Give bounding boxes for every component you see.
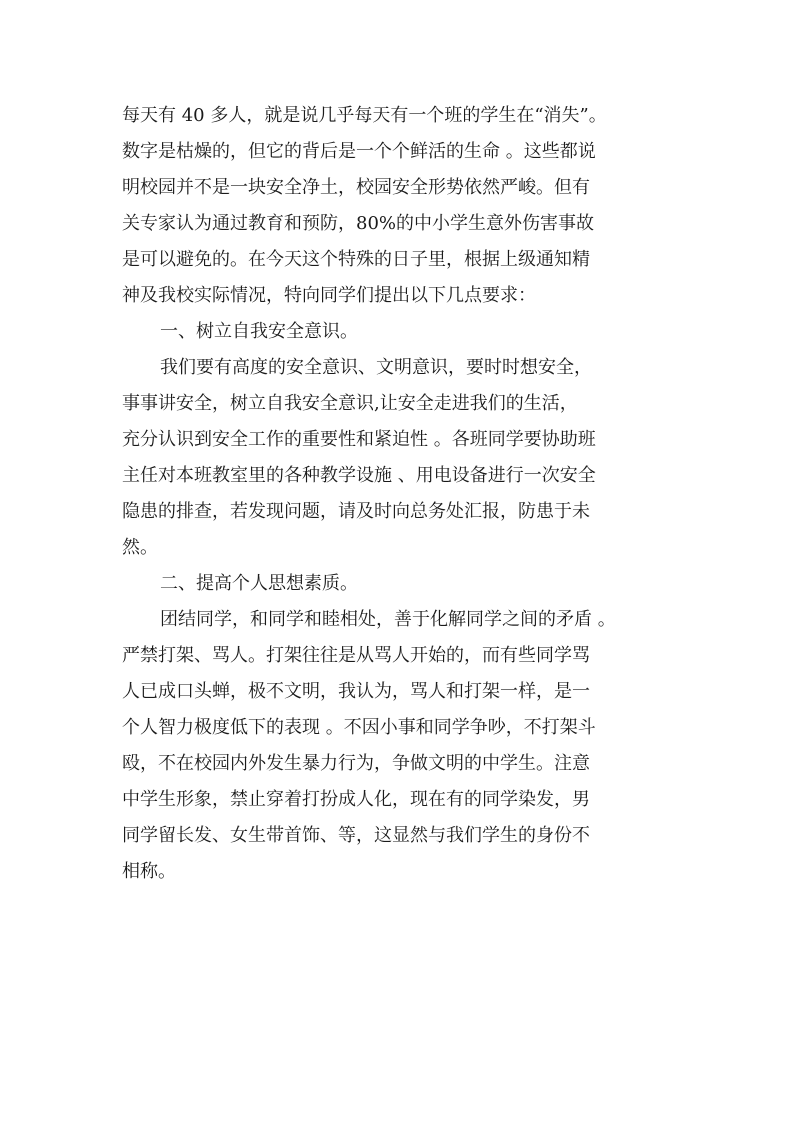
text-line: 隐患的排查，若发现问题，请及时向总务处汇报，防患于未: [122, 501, 590, 522]
text-line: 团结同学，和同学和睦相处，善于化解同学之间的矛盾 。: [160, 609, 616, 630]
text-line: 明校园并不是一块安全净土，校园安全形势依然严峻。但有: [122, 177, 590, 198]
text-line: 个人智力极度低下的表现 。不因小事和同学争吵，不打架斗: [122, 717, 596, 738]
text-line: 我们要有高度的安全意识、文明意识，要时时想安全，: [160, 357, 592, 378]
section-heading: 二、提高个人思想素质。: [160, 573, 358, 594]
text-line: 然。: [122, 537, 158, 558]
section-heading: 一、树立自我安全意识。: [160, 321, 358, 342]
text-line: 中学生形象，禁止穿着打扮成人化，现在有的同学染发，男: [122, 789, 590, 810]
text-line: 事事讲安全，树立自我安全意识,让安全走进我们的生活，: [122, 393, 578, 414]
text-line: 充分认识到安全工作的重要性和紧迫性 。各班同学要协助班: [122, 429, 596, 450]
text-line: 相称。: [122, 861, 176, 882]
text-line: 殴，不在校园内外发生暴力行为，争做文明的中学生。注意: [122, 753, 590, 774]
text-line: 是可以避免的。在今天这个特殊的日子里，根据上级通知精: [122, 249, 590, 270]
text-line: 关专家认为通过教育和预防，80%的中小学生意外伤害事故: [122, 213, 595, 234]
text-line: 每天有 40 多人，就是说几乎每天有一个班的学生在“消失”。: [122, 105, 607, 126]
text-line: 数字是枯燥的，但它的背后是一个个鲜活的生命 。这些都说: [122, 141, 596, 162]
text-line: 神及我校实际情况，特向同学们提出以下几点要求：: [122, 285, 536, 306]
text-line: 同学留长发、女生带首饰、等，这显然与我们学生的身份不: [122, 825, 590, 846]
text-line: 严禁打架、骂人。打架往往是从骂人开始的，而有些同学骂: [122, 645, 590, 666]
text-line: 人已成口头蝉，极不文明，我认为，骂人和打架一样，是一: [122, 681, 590, 702]
text-line: 主任对本班教室里的各种教学设施 、用电设备进行一次安全: [122, 465, 596, 486]
body-text: [122, 98, 692, 890]
